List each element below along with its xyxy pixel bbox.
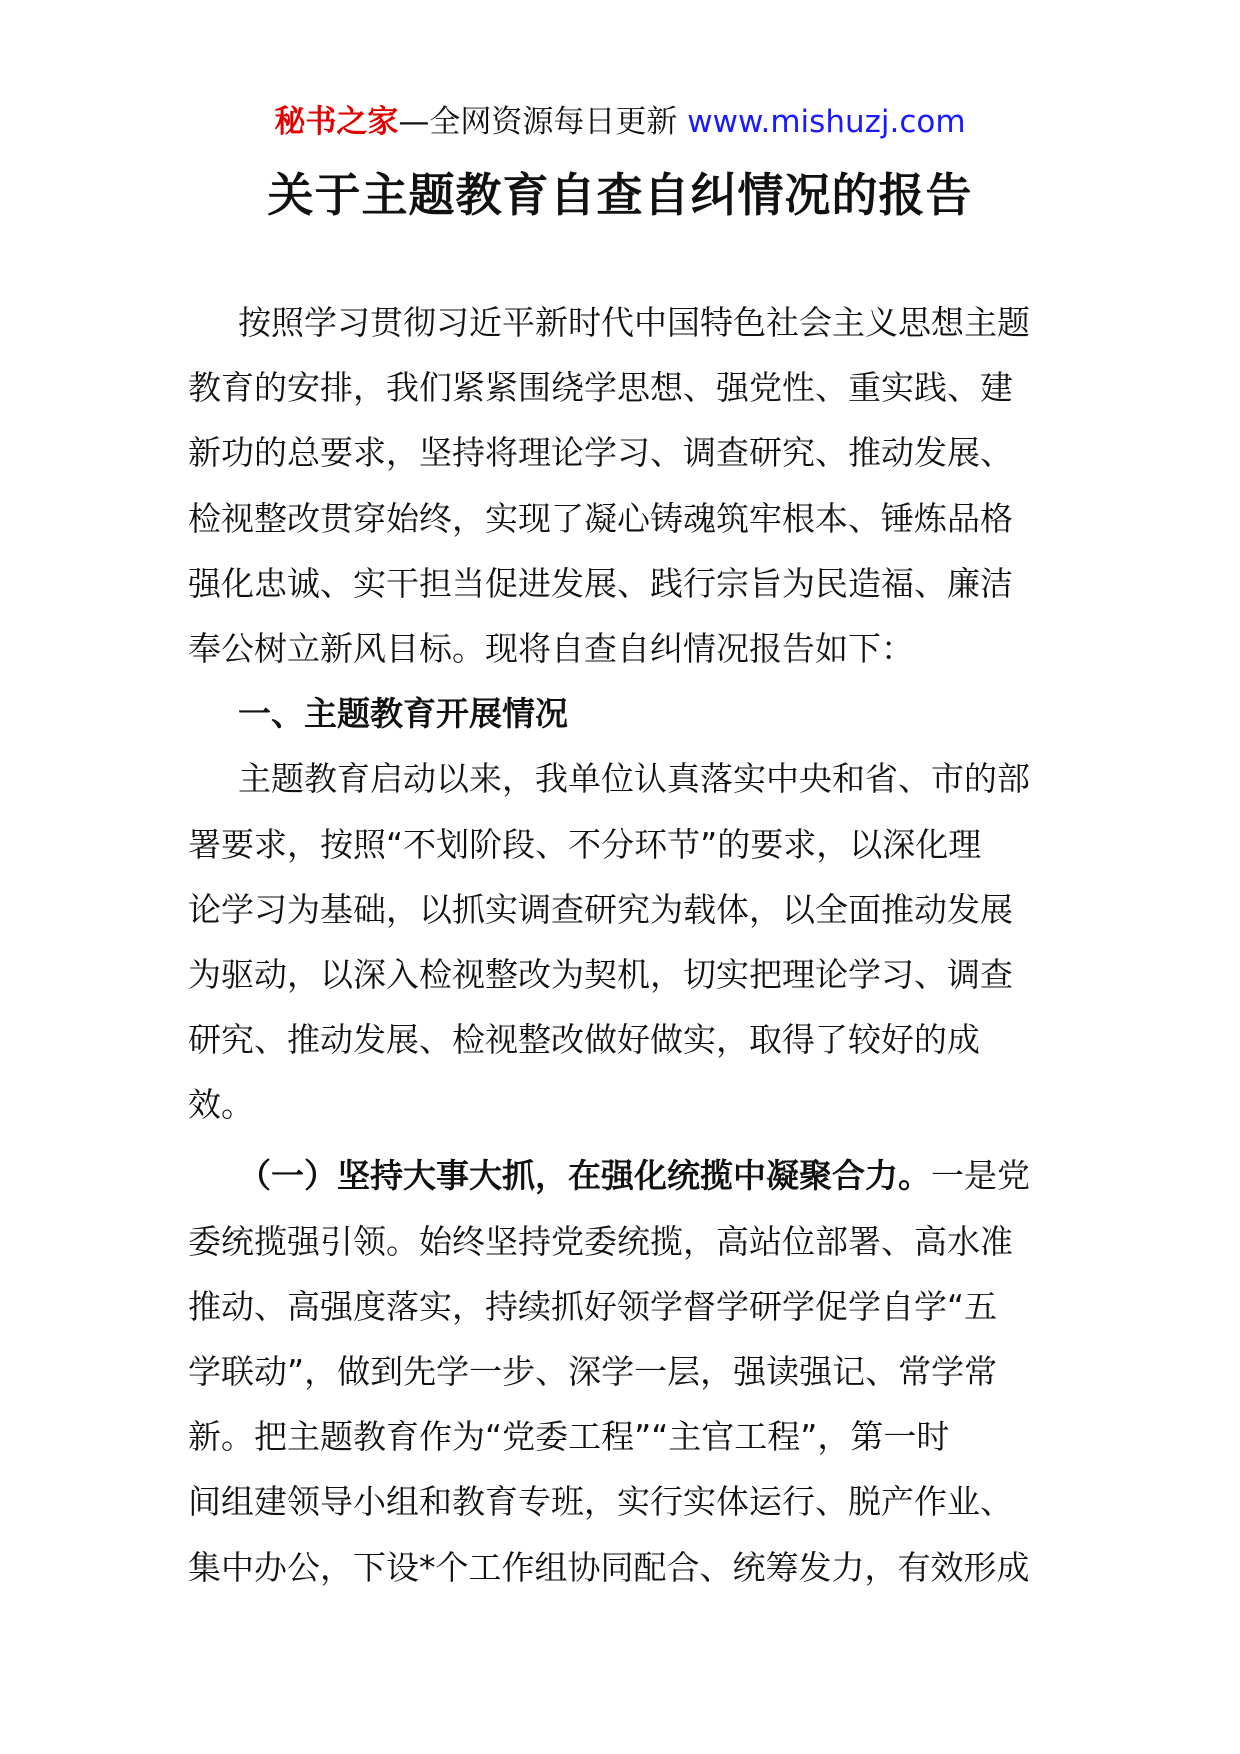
paragraph-line: 研究、推动发展、检视整改做好做实，取得了较好的成: [188, 1020, 980, 1060]
subsection-heading: （一）坚持大事大抓，在强化统揽中凝聚合力。: [238, 1156, 931, 1196]
paragraph-line: 新功的总要求，坚持将理论学习、调查研究、推动发展、: [188, 433, 1013, 473]
document-title: 关于主题教育自查自纠情况的报告: [267, 168, 973, 222]
paragraph-line: 集中办公，下设*个工作组协同配合、统筹发力，有效形成: [188, 1547, 1030, 1587]
paragraph-line: 效。: [188, 1085, 254, 1125]
brand-name: 秘书之家: [274, 104, 399, 140]
paragraph-line: 奉公树立新风目标。现将自查自纠情况报告如下：: [188, 628, 914, 668]
header-tagline: —全网资源每日更新: [398, 104, 678, 140]
paragraph-line: 新。把主题教育作为“党委工程”“主官工程”，第一时: [188, 1417, 950, 1457]
paragraph-line: 论学习为基础，以抓实调查研究为载体，以全面推动发展: [188, 889, 1013, 929]
paragraph-line: 学联动”，做到先学一步、深学一层，强读强记、常学常: [188, 1352, 998, 1391]
site-header: [0, 100, 1240, 144]
paragraph-line: 推动、高强度落实，持续抓好领学督学研学促学自学“五: [188, 1286, 998, 1326]
section-heading: 一、主题教育开展情况: [238, 694, 568, 734]
paragraph-text: 一是党: [931, 1156, 1030, 1196]
paragraph-line: 署要求，按照“不划阶段、不分环节”的要求，以深化理: [188, 824, 982, 864]
paragraph-line: 按照学习贯彻习近平新时代中国特色社会主义思想主题: [238, 303, 1030, 342]
subsection-line: [188, 1143, 1048, 1208]
paragraph-line: 委统揽强引领。始终坚持党委统揽，高站位部署、高水准: [188, 1221, 1013, 1261]
paragraph-line: 强化忠诚、实干担当促进发展、践行宗旨为民造福、廉洁: [188, 563, 1013, 603]
document-body: [188, 290, 1048, 1600]
paragraph-line: 为驱动，以深入检视整改为契机，切实把理论学习、调查: [188, 954, 1013, 994]
paragraph-line: 教育的安排，我们紧紧围绕学思想、强党性、重实践、建: [188, 368, 1013, 408]
paragraph-line: 检视整改贯穿始终，实现了凝心铸魂筑牢根本、锤炼品格: [188, 498, 1013, 538]
paragraph-line: 间组建领导小组和教育专班，实行实体运行、脱产作业、: [188, 1482, 1013, 1522]
paragraph-line: 主题教育启动以来，我单位认真落实中央和省、市的部: [238, 759, 1030, 799]
site-url[interactable]: www.mishuzj.com: [687, 104, 966, 140]
